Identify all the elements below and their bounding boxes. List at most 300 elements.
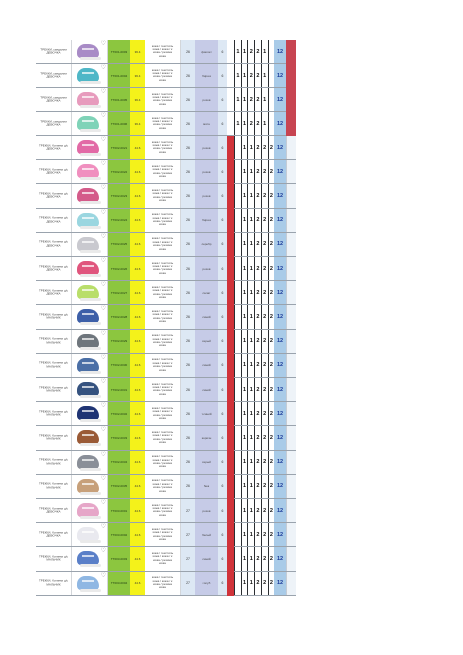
product-name: ТРЕККИ, ботинки д/с МАЛЬЧИК: [38, 481, 69, 490]
size-quantity-cell[interactable]: [254, 547, 261, 570]
size-quantity-cell[interactable]: [247, 572, 254, 595]
size-quantity-cell[interactable]: [247, 402, 254, 425]
size-quantity-cell[interactable]: [254, 257, 261, 280]
size-quantity-cell[interactable]: [247, 281, 254, 304]
pairs-per-box-cell: [218, 499, 227, 522]
size-quantity-cell[interactable]: [241, 40, 248, 63]
size-quantity-cell[interactable]: [234, 451, 241, 474]
product-name: ТРЕККИ, сандалии ДЕВОЧКА: [40, 47, 67, 55]
size-quantity-cell[interactable]: [261, 64, 268, 87]
pairs-per-box-cell: [218, 184, 227, 207]
heart-icon[interactable]: ♡: [100, 475, 106, 482]
size-quantity-cell[interactable]: [241, 426, 248, 449]
article-cell: [108, 40, 130, 63]
size-quantity-cell[interactable]: [241, 499, 248, 522]
heart-icon[interactable]: ♡: [100, 113, 106, 119]
size-quantity-cell[interactable]: [261, 451, 268, 474]
size-quantity-cell[interactable]: [234, 88, 241, 111]
size-quantity-cell[interactable]: [254, 136, 261, 159]
size-quantity: 1: [243, 217, 247, 224]
size-quantity-cell[interactable]: [241, 209, 248, 232]
order-input-cell[interactable]: [286, 426, 296, 449]
size-quantity-cell[interactable]: [261, 426, 268, 449]
product-name-cell: [36, 426, 72, 449]
size-quantity-cell[interactable]: [247, 354, 254, 377]
size-quantity: 2: [256, 144, 260, 151]
size-quantity-cell[interactable]: [261, 88, 268, 111]
heart-icon[interactable]: ♡: [100, 306, 106, 313]
article-cell: [108, 330, 130, 353]
size-quantity-cell[interactable]: [234, 547, 241, 570]
color-cell: [195, 354, 218, 377]
size-quantity: 1: [249, 289, 253, 296]
size-quantity-cell[interactable]: [254, 112, 261, 135]
size-quantity-cell[interactable]: [234, 209, 241, 232]
size-cell: [181, 257, 195, 280]
order-input-cell[interactable]: [286, 136, 296, 159]
size-quantity-cell[interactable]: [247, 257, 254, 280]
price-cell: [130, 112, 145, 135]
total-pairs: 12: [276, 410, 284, 417]
product-name-cell: [36, 281, 72, 304]
size-quantity-cell[interactable]: [234, 572, 241, 595]
pairs-per-box: 6: [221, 49, 224, 54]
size-quantity: 1: [243, 338, 247, 345]
heart-icon[interactable]: ♡: [100, 500, 106, 506]
size-quantity-cell[interactable]: [247, 305, 254, 328]
size-quantity-cell[interactable]: [247, 451, 254, 474]
article-number: ТТ001-0003: [110, 49, 128, 54]
product-photo: [77, 358, 99, 372]
article-number: ТТ001-0004: [110, 73, 128, 78]
size-quantity: 2: [269, 580, 273, 587]
article-number: ТТ003-0001: [110, 508, 128, 513]
size-quantity: 2: [256, 217, 260, 224]
pairs-per-box-cell: [218, 547, 227, 570]
size-quantity-cell[interactable]: [254, 378, 261, 401]
size-quantity-cell[interactable]: [241, 112, 248, 135]
size-quantity-cell[interactable]: [261, 257, 268, 280]
size-quantity-cell[interactable]: [261, 547, 268, 570]
size-quantity: 2: [263, 580, 267, 587]
article-cell: [108, 475, 130, 498]
size-quantity-cell[interactable]: [261, 112, 268, 135]
size-cell: [181, 378, 195, 401]
size-value: 26: [186, 121, 190, 126]
size-quantity-cell[interactable]: [234, 305, 241, 328]
size-quantity-cell[interactable]: [241, 233, 248, 256]
size-quantity: 1: [263, 72, 267, 79]
color-cell: [195, 475, 218, 498]
size-quantity-cell[interactable]: [234, 330, 241, 353]
size-quantity-cell[interactable]: [254, 499, 261, 522]
product-name: ТРЕККИ, ботинки д/с МАЛЬЧИК: [38, 336, 69, 345]
size-quantity-cell[interactable]: [254, 523, 261, 546]
size-quantity-cell[interactable]: [254, 184, 261, 207]
pairs-per-box: 6: [221, 435, 224, 440]
order-input-cell[interactable]: [286, 499, 296, 522]
article-number: ТТ002-0021: [110, 145, 128, 150]
size-quantity: 1: [243, 313, 247, 320]
size-quantity-cell[interactable]: [241, 136, 248, 159]
price-cell: [130, 209, 145, 232]
size-quantity-cell[interactable]: [247, 330, 254, 353]
size-quantity-cell[interactable]: [234, 40, 241, 63]
size-quantity-cell[interactable]: [234, 112, 241, 135]
color-value: беж: [203, 484, 210, 489]
table-row: [36, 136, 296, 160]
description-cell: [145, 547, 181, 570]
pairs-per-box: 6: [221, 193, 224, 198]
total-pairs: 12: [276, 168, 284, 175]
size-quantity: 2: [256, 434, 260, 441]
price-value: 44.6: [134, 411, 141, 416]
price-cell: [130, 305, 145, 328]
order-input-cell[interactable]: [286, 354, 296, 377]
size-quantity-cell[interactable]: [241, 305, 248, 328]
size-quantity-cell[interactable]: [261, 233, 268, 256]
size-quantity-cell[interactable]: [254, 402, 261, 425]
size-quantity-cell[interactable]: [254, 64, 261, 87]
size-quantity-cell[interactable]: [234, 475, 241, 498]
size-quantity: 1: [243, 434, 247, 441]
size-quantity-cell[interactable]: [234, 523, 241, 546]
article-cell: [108, 547, 130, 570]
total-pairs: 12: [276, 362, 284, 369]
size-quantity: 2: [263, 265, 267, 272]
size-quantity-cell[interactable]: [234, 499, 241, 522]
size-cell: [181, 330, 195, 353]
article-cell: [108, 499, 130, 522]
size-quantity: 1: [243, 362, 247, 369]
order-input-cell[interactable]: [286, 233, 296, 256]
size-quantity-cell[interactable]: [247, 233, 254, 256]
product-photo: [77, 213, 99, 227]
marker-cell: [227, 40, 234, 63]
product-photo: [77, 503, 99, 517]
order-input-cell[interactable]: [286, 378, 296, 401]
size-quantity-cell[interactable]: [241, 354, 248, 377]
size-quantity-cell[interactable]: [247, 378, 254, 401]
size-quantity: 1: [249, 144, 253, 151]
size-quantity-cell[interactable]: [241, 402, 248, 425]
product-image-cell: [72, 572, 108, 595]
product-name: ТРЕККИ, ботинки д/с МАЛЬЧИК: [38, 578, 69, 587]
shoe-sole: [80, 81, 101, 84]
size-quantity-cell[interactable]: [254, 330, 261, 353]
color-cell: [195, 160, 218, 183]
heart-icon[interactable]: ♡: [100, 451, 106, 458]
table-row: [36, 499, 296, 523]
size-quantity-cell[interactable]: [254, 354, 261, 377]
size-quantity-cell[interactable]: [254, 475, 261, 498]
size-quantity-cell[interactable]: [254, 572, 261, 595]
price-value: 44.6: [134, 460, 141, 465]
description-cell: [145, 305, 181, 328]
heart-icon[interactable]: ♡: [100, 282, 106, 289]
size-quantity-cell[interactable]: [241, 547, 248, 570]
size-quantity-cell[interactable]: [261, 572, 268, 595]
size-quantity-cell[interactable]: [261, 209, 268, 232]
size-quantity-cell[interactable]: [234, 257, 241, 280]
table-row: [36, 402, 296, 426]
price-value: 44.6: [134, 435, 141, 440]
size-quantity: 2: [263, 217, 267, 224]
product-name-cell: [36, 547, 72, 570]
price-value: 44.6: [134, 290, 141, 295]
heart-icon[interactable]: ♡: [100, 209, 106, 216]
size-quantity-cell[interactable]: [261, 136, 268, 159]
product-photo: [77, 334, 99, 348]
article-number: ТТ003-0004: [110, 581, 128, 586]
size-quantity-cell[interactable]: [247, 40, 254, 63]
order-input-cell[interactable]: [286, 475, 296, 498]
size-quantity-cell[interactable]: [241, 88, 248, 111]
product-image-cell: [72, 112, 108, 135]
size-quantity-cell[interactable]: [261, 499, 268, 522]
total-cell: [274, 112, 286, 135]
order-input-cell[interactable]: [286, 572, 296, 595]
size-quantity-cell[interactable]: [261, 281, 268, 304]
size-quantity-cell[interactable]: [261, 354, 268, 377]
size-quantity-cell[interactable]: [261, 40, 268, 63]
size-cell: [181, 136, 195, 159]
red-highlight-block: [286, 40, 296, 136]
size-quantity-cell[interactable]: [247, 160, 254, 183]
article-cell: [108, 233, 130, 256]
size-quantity-cell[interactable]: [254, 451, 261, 474]
order-sheet: [36, 40, 296, 597]
size-quantity-cell[interactable]: [254, 281, 261, 304]
pairs-per-box: 6: [221, 218, 224, 223]
order-input-cell[interactable]: [286, 184, 296, 207]
product-name-cell: [36, 160, 72, 183]
size-quantity-cell[interactable]: [241, 523, 248, 546]
size-quantity-cell[interactable]: [234, 402, 241, 425]
heart-icon[interactable]: ♡: [100, 258, 106, 264]
size-quantity: 1: [236, 72, 240, 79]
heart-icon[interactable]: ♡: [100, 548, 106, 555]
size-quantity-cell[interactable]: [261, 402, 268, 425]
size-quantity-cell[interactable]: [261, 330, 268, 353]
size-quantity-cell[interactable]: [241, 330, 248, 353]
article-cell: [108, 160, 130, 183]
product-photo: [77, 237, 99, 251]
shoe-strap: [82, 96, 94, 98]
product-name: ТРЕККИ, ботинки д/с ДЕВОЧКА: [38, 191, 69, 199]
description-cell: [145, 184, 181, 207]
size-quantity: 1: [243, 192, 247, 199]
product-name-cell: [36, 499, 72, 522]
product-name-cell: [36, 523, 72, 546]
color-value: коричн: [201, 435, 212, 440]
size-quantity: 2: [256, 313, 260, 320]
heart-icon[interactable]: ♡: [100, 427, 106, 434]
size-quantity: 2: [269, 217, 273, 224]
shoe-sole: [80, 347, 101, 350]
size-quantity-cell[interactable]: [241, 451, 248, 474]
size-quantity-cell[interactable]: [247, 209, 254, 232]
article-number: ТТ002-0026: [110, 266, 128, 271]
material-description: кожа / текстиль кожа / кожа / к кожа / резина кожа: [151, 236, 174, 251]
size-quantity-cell[interactable]: [247, 547, 254, 570]
product-name-cell: [36, 40, 72, 63]
size-cell: [181, 305, 195, 328]
price-value: 44.6: [134, 581, 141, 586]
size-quantity: 1: [243, 531, 247, 538]
size-quantity-cell[interactable]: [254, 426, 261, 449]
size-quantity-cell[interactable]: [234, 354, 241, 377]
product-name-cell: [36, 354, 72, 377]
size-quantity-cell[interactable]: [254, 160, 261, 183]
order-input-cell[interactable]: [286, 160, 296, 183]
heart-icon[interactable]: ♡: [100, 524, 106, 531]
color-value: голуб: [202, 581, 211, 586]
total-cell: [274, 64, 286, 87]
size-quantity: 1: [243, 48, 247, 55]
size-quantity-cell[interactable]: [261, 378, 268, 401]
size-quantity: 1: [249, 507, 253, 514]
size-quantity-cell[interactable]: [254, 40, 261, 63]
size-quantity-cell[interactable]: [247, 88, 254, 111]
size-quantity-cell[interactable]: [247, 499, 254, 522]
article-number: ТТ002-0032: [110, 411, 128, 416]
heart-icon[interactable]: ♡: [100, 572, 106, 579]
size-quantity-cell[interactable]: [261, 160, 268, 183]
size-quantity: 1: [249, 265, 253, 272]
heart-icon[interactable]: ♡: [100, 137, 106, 143]
order-input-cell[interactable]: [286, 281, 296, 304]
size-quantity-cell[interactable]: [247, 475, 254, 498]
product-name: ТРЕККИ, ботинки д/с ДЕВОЧКА: [38, 143, 69, 151]
order-input-cell[interactable]: [286, 305, 296, 328]
size-quantity: 1: [249, 531, 253, 538]
shoe-strap: [82, 313, 94, 315]
heart-icon[interactable]: ♡: [100, 185, 106, 192]
material-description: кожа / текстиль кожа / кожа / к кожа / резина кожа: [151, 139, 174, 154]
size-quantity-cell[interactable]: [247, 64, 254, 87]
order-input-cell[interactable]: [286, 402, 296, 425]
product-image-cell: [72, 184, 108, 207]
shoe-strap: [82, 289, 94, 291]
size-quantity-cell[interactable]: [241, 257, 248, 280]
color-cell: [195, 233, 218, 256]
size-quantity-cell[interactable]: [234, 233, 241, 256]
heart-icon[interactable]: ♡: [100, 89, 106, 95]
size-quantity-cell[interactable]: [254, 233, 261, 256]
size-quantity-cell[interactable]: [234, 64, 241, 87]
size-quantity-cell[interactable]: [247, 112, 254, 135]
size-quantity-cell[interactable]: [234, 160, 241, 183]
size-quantity-cell[interactable]: [241, 378, 248, 401]
price-value: 44.6: [134, 242, 141, 247]
size-quantity-cell[interactable]: [261, 475, 268, 498]
price-value: 44.6: [134, 387, 141, 392]
size-quantity-cell[interactable]: [261, 184, 268, 207]
order-input-cell[interactable]: [286, 257, 296, 280]
heart-icon[interactable]: ♡: [100, 354, 106, 361]
heart-icon[interactable]: ♡: [100, 65, 106, 71]
size-quantity: 2: [249, 72, 253, 79]
heart-icon[interactable]: ♡: [100, 233, 106, 240]
color-cell: [195, 257, 218, 280]
shoe-sole: [80, 564, 101, 567]
color-value: т.синий: [201, 411, 212, 416]
product-photo: [77, 261, 99, 275]
size-cell: [181, 402, 195, 425]
article-number: ТТ003-0003: [110, 556, 128, 561]
product-image-cell: [72, 426, 108, 449]
product-name: ТРЕККИ, сандалии ДЕВОЧКА: [40, 71, 67, 79]
size-quantity-cell[interactable]: [234, 378, 241, 401]
order-input-cell[interactable]: [286, 547, 296, 570]
size-quantity-cell[interactable]: [254, 305, 261, 328]
product-photo: [77, 576, 99, 590]
size-quantity: 1: [243, 507, 247, 514]
size-quantity-cell[interactable]: [254, 209, 261, 232]
size-quantity-cell[interactable]: [241, 475, 248, 498]
size-quantity-cell[interactable]: [241, 572, 248, 595]
color-cell: [195, 281, 218, 304]
order-input-cell[interactable]: [286, 209, 296, 232]
size-quantity-cell[interactable]: [247, 136, 254, 159]
pairs-per-box-cell: [218, 572, 227, 595]
size-quantity-cell[interactable]: [247, 184, 254, 207]
product-photo: [77, 455, 99, 469]
size-cell: [181, 209, 195, 232]
color-value: серый: [202, 339, 211, 344]
order-input-cell[interactable]: [286, 330, 296, 353]
size-quantity-cell[interactable]: [241, 64, 248, 87]
order-input-cell[interactable]: [286, 451, 296, 474]
size-quantity-cell[interactable]: [241, 160, 248, 183]
table-row: [36, 209, 296, 233]
size-quantity-cell[interactable]: [247, 426, 254, 449]
size-quantity-cell[interactable]: [234, 136, 241, 159]
pairs-per-box-cell: [218, 136, 227, 159]
total-pairs: 12: [276, 531, 284, 538]
size-quantity-cell[interactable]: [234, 426, 241, 449]
color-value: розов: [202, 169, 211, 174]
order-input-cell[interactable]: [286, 523, 296, 546]
table-row: [36, 184, 296, 208]
shoe-sole: [80, 226, 101, 229]
heart-icon[interactable]: ♡: [100, 403, 106, 410]
size-quantity-cell[interactable]: [234, 281, 241, 304]
size-quantity-cell[interactable]: [247, 523, 254, 546]
size-quantity-cell[interactable]: [254, 88, 261, 111]
pairs-per-box-cell: [218, 40, 227, 63]
size-quantity-cell[interactable]: [241, 184, 248, 207]
heart-icon[interactable]: ♡: [100, 161, 106, 168]
size-quantity-cell[interactable]: [234, 184, 241, 207]
size-quantity: 1: [243, 120, 247, 127]
size-quantity-cell[interactable]: [261, 305, 268, 328]
size-value: 26: [186, 97, 190, 102]
heart-icon[interactable]: ♡: [100, 41, 106, 47]
size-cell: [181, 547, 195, 570]
color-value: серый: [202, 460, 211, 465]
price-cell: [130, 499, 145, 522]
size-quantity-cell[interactable]: [241, 281, 248, 304]
heart-icon[interactable]: ♡: [100, 330, 106, 337]
article-number: ТТ002-0025: [110, 242, 128, 247]
table-row: [36, 160, 296, 184]
product-image-cell: [72, 136, 108, 159]
size-quantity-cell[interactable]: [261, 523, 268, 546]
heart-icon[interactable]: ♡: [100, 379, 106, 385]
pairs-per-box: 6: [221, 460, 224, 465]
